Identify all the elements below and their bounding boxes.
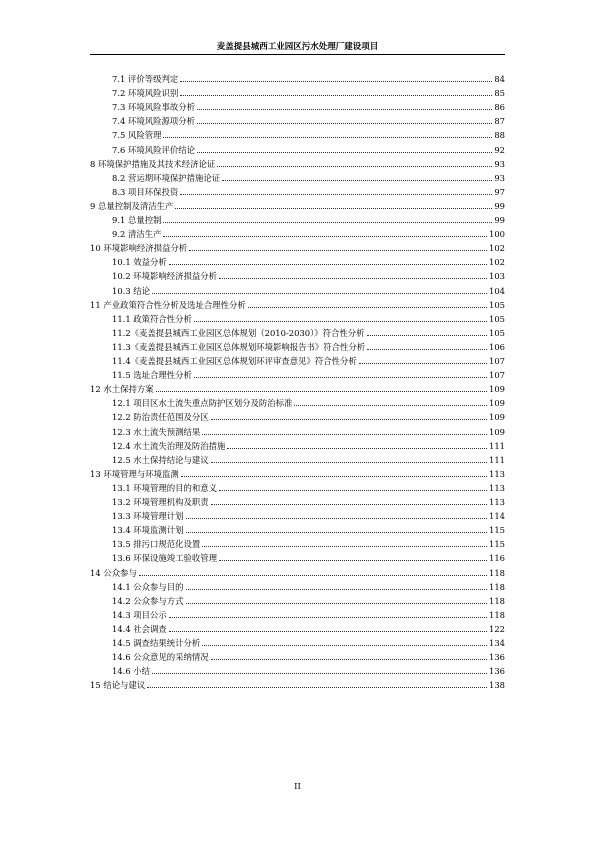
- toc-entry[interactable]: [90, 155, 505, 169]
- toc-entry-title: 14.2 公众参与方式: [112, 595, 184, 606]
- toc-entry-title: 13.3 环境管理计划: [112, 511, 184, 522]
- toc-leader-dots: [186, 532, 487, 533]
- toc-entry-page: 115: [489, 525, 505, 536]
- toc-leader-dots: [163, 236, 487, 237]
- toc-entry-page: 116: [489, 553, 505, 564]
- toc-entry-page: 136: [489, 666, 505, 677]
- toc-entry[interactable]: [112, 451, 505, 465]
- toc-leader-dots: [180, 81, 492, 82]
- toc-entry-title: 11.2《麦盖提县城西工业园区总体规划（2010-2030）》符合性分析: [112, 327, 365, 338]
- toc-entry-page: 118: [489, 581, 505, 592]
- toc-entry[interactable]: [112, 648, 505, 662]
- toc-entry-page: 99: [494, 215, 505, 225]
- toc-entry-title: 9 总量控制及清洁生产: [90, 200, 174, 211]
- toc-entry[interactable]: [112, 606, 505, 620]
- toc-entry[interactable]: [112, 620, 505, 634]
- toc-entry[interactable]: [112, 437, 505, 451]
- page-number: II: [294, 782, 301, 792]
- toc-entry[interactable]: [112, 634, 505, 648]
- toc-entry[interactable]: [90, 296, 505, 310]
- toc-entry-page: 87: [494, 116, 505, 127]
- toc-entry[interactable]: [112, 662, 505, 676]
- toc-entry-page: 103: [489, 271, 505, 282]
- toc-leader-dots: [219, 278, 487, 279]
- toc-entry[interactable]: [90, 380, 505, 394]
- toc-entry[interactable]: [90, 676, 505, 690]
- toc-entry-page: 97: [494, 186, 505, 197]
- toc-entry-title: 10.1 效益分析: [112, 257, 167, 268]
- toc-entry-title: 7.4 环境风险源项分析: [112, 116, 195, 127]
- toc-leader-dots: [367, 335, 487, 336]
- toc-leader-dots: [147, 687, 487, 688]
- toc-leader-dots: [152, 293, 487, 294]
- toc-entry-page: 107: [489, 356, 505, 366]
- toc-leader-dots: [217, 166, 492, 167]
- toc-entry-title: 15 结论与建议: [90, 680, 146, 691]
- toc-entry[interactable]: [112, 98, 505, 112]
- toc-entry[interactable]: [112, 521, 505, 535]
- toc-entry-title: 7.5 风险管理: [112, 130, 162, 141]
- toc-entry[interactable]: [112, 338, 505, 352]
- toc-leader-dots: [194, 377, 487, 378]
- toc-entry[interactable]: [90, 564, 505, 578]
- toc-leader-dots: [186, 518, 487, 519]
- toc-leader-dots: [219, 490, 487, 491]
- toc-entry-title: 7.1 评价等级判定: [112, 74, 179, 84]
- toc-entry[interactable]: [112, 84, 505, 98]
- toc-entry-page: 92: [494, 144, 505, 155]
- toc-entry-title: 7.2 环境风险识别: [112, 88, 179, 99]
- toc-leader-dots: [248, 307, 487, 308]
- toc-entry[interactable]: [112, 169, 505, 183]
- toc-entry-title: 13.1 环境管理的目的和意义: [112, 482, 218, 493]
- toc-entry-page: 122: [489, 623, 505, 634]
- toc-entry-title: 8.3 项目环保投资: [112, 186, 179, 197]
- toc-leader-dots: [227, 448, 487, 449]
- toc-leader-dots: [202, 546, 487, 547]
- toc-entry-title: 13 环境管理与环境监测: [90, 468, 179, 479]
- page-header: 麦盖提县城西工业园区污水处理厂建设项目: [216, 42, 379, 52]
- toc-entry[interactable]: [112, 578, 505, 592]
- toc-entry[interactable]: [112, 394, 505, 408]
- toc-entry-page: 102: [489, 257, 505, 268]
- toc-entry-title: 12.4 水土流失治理及防治措施: [112, 440, 226, 451]
- toc-entry-title: 13.4 环境监测计划: [112, 525, 184, 536]
- toc-entry-page: 109: [489, 426, 505, 437]
- toc-leader-dots: [197, 109, 492, 110]
- toc-entry-page: 99: [494, 200, 505, 211]
- toc-entry[interactable]: [112, 282, 505, 296]
- toc-entry-page: 113: [489, 482, 505, 493]
- toc-entry-page: 93: [494, 172, 505, 183]
- toc-entry-page: 107: [489, 370, 505, 381]
- toc-leader-dots: [197, 152, 492, 153]
- toc-entry[interactable]: [112, 324, 505, 338]
- toc-entry-page: 109: [489, 384, 505, 395]
- toc-entry-page: 86: [494, 102, 505, 113]
- toc-entry[interactable]: [112, 408, 505, 422]
- toc-entry[interactable]: [112, 126, 505, 140]
- toc-leader-dots: [194, 321, 487, 322]
- toc-leader-dots: [169, 264, 487, 265]
- toc-leader-dots: [211, 504, 487, 505]
- toc-leader-dots: [180, 95, 492, 96]
- toc-entry[interactable]: [112, 225, 505, 239]
- toc-entry[interactable]: [112, 493, 505, 507]
- toc-leader-dots: [211, 462, 487, 463]
- toc-entry-title: 14 公众参与: [90, 567, 137, 578]
- toc-entry-title: 12.1 项目区水土流失重点防护区划分及防治标准: [112, 398, 293, 409]
- toc-entry-page: 113: [489, 497, 505, 507]
- toc-entry[interactable]: [112, 211, 505, 225]
- header-rule: [90, 54, 505, 55]
- toc-leader-dots: [202, 645, 487, 646]
- toc-leader-dots: [359, 363, 487, 364]
- toc-entry-page: 105: [489, 327, 505, 338]
- toc-entry-title: 10.3 结论: [112, 285, 151, 296]
- toc-entry-page: 85: [494, 88, 505, 99]
- toc-leader-dots: [197, 123, 492, 124]
- toc-entry[interactable]: [112, 352, 505, 366]
- toc-entry-title: 14.6 公众意见的采纳情况: [112, 652, 209, 663]
- toc-entry-page: 114: [489, 511, 505, 522]
- toc-entry-title: 11.5 选址合理性分析: [112, 370, 192, 381]
- toc-entry-page: 136: [489, 652, 505, 663]
- toc-entry-title: 14.1 公众参与目的: [112, 581, 184, 592]
- toc-entry-page: 118: [489, 595, 505, 606]
- toc-entry-title: 11.4《麦盖提县城西工业园区总体规划环评审查意见》符合性分析: [112, 356, 357, 366]
- toc-entry[interactable]: [112, 112, 505, 126]
- toc-entry-page: 111: [489, 454, 505, 465]
- toc-entry[interactable]: [112, 183, 505, 197]
- toc-leader-dots: [152, 673, 487, 674]
- toc-entry-page: 118: [489, 609, 505, 620]
- toc-entry[interactable]: [90, 465, 505, 479]
- toc-leader-dots: [211, 659, 487, 660]
- toc-entry-page: 106: [489, 341, 505, 352]
- toc-leader-dots: [180, 194, 492, 195]
- toc-entry-title: 10.2 环境影响经济损益分析: [112, 271, 218, 282]
- toc-leader-dots: [175, 208, 492, 209]
- toc-leader-dots: [163, 222, 492, 223]
- toc-entry-title: 9.1 总量控制: [112, 215, 162, 225]
- toc-entry-page: 113: [489, 468, 505, 479]
- toc-entry-page: 109: [489, 412, 505, 423]
- toc-leader-dots: [163, 137, 492, 138]
- toc-entry[interactable]: [112, 479, 505, 493]
- toc-leader-dots: [139, 575, 487, 576]
- toc-entry-title: 7.6 环境风险评价结论: [112, 144, 195, 155]
- toc-entry-page: 84: [494, 74, 505, 84]
- toc-entry-title: 8 环境保护措施及其技术经济论证: [90, 158, 216, 169]
- toc-leader-dots: [294, 405, 487, 406]
- toc-leader-dots: [181, 476, 487, 477]
- toc-entry[interactable]: [112, 592, 505, 606]
- toc-entry-title: 11.1 政策符合性分析: [112, 313, 192, 324]
- toc-entry-title: 14.6 小结: [112, 666, 151, 677]
- toc-entry[interactable]: [112, 549, 505, 563]
- toc-entry-title: 13.5 排污口规范化设置: [112, 539, 201, 550]
- toc-entry-page: 138: [489, 680, 505, 691]
- toc-leader-dots: [211, 419, 487, 420]
- toc-entry-page: 134: [489, 638, 505, 648]
- toc-leader-dots: [186, 603, 487, 604]
- toc-entry-page: 104: [489, 285, 505, 296]
- toc-leader-dots: [186, 589, 487, 590]
- toc-entry-title: 11 产业政策符合性分析及选址合理性分析: [90, 299, 246, 310]
- toc-entry-page: 100: [489, 229, 505, 240]
- toc-entry[interactable]: [112, 141, 505, 155]
- toc-entry-page: 105: [489, 313, 505, 324]
- toc-entry[interactable]: [112, 267, 505, 281]
- toc-entry-title: 13.6 环保设施竣工验收管理: [112, 553, 218, 564]
- toc-entry-title: 12 水土保持方案: [90, 384, 154, 395]
- toc-entry-page: 105: [489, 299, 505, 310]
- toc-entry-title: 14.5 调查结果统计分析: [112, 638, 201, 648]
- toc-entry-title: 12.2 防治责任范围及分区: [112, 412, 209, 423]
- toc-entry-title: 12.3 水土流失预测结果: [112, 426, 201, 437]
- toc-entry-title: 13.2 环境管理机构及职责: [112, 497, 209, 507]
- toc-leader-dots: [169, 631, 487, 632]
- toc-leader-dots: [367, 349, 487, 350]
- toc-entry[interactable]: [112, 310, 505, 324]
- toc-entry-title: 9.2 清洁生产: [112, 229, 162, 240]
- toc-entry[interactable]: [112, 253, 505, 267]
- toc-leader-dots: [169, 617, 487, 618]
- toc-entry[interactable]: [112, 423, 505, 437]
- toc-entry[interactable]: [112, 70, 505, 84]
- toc-entry-page: 118: [489, 567, 505, 578]
- toc-entry-page: 102: [489, 243, 505, 254]
- toc-leader-dots: [202, 434, 487, 435]
- toc-entry-title: 14.3 项目公示: [112, 609, 167, 620]
- toc-entry[interactable]: [112, 535, 505, 549]
- toc-entry[interactable]: [112, 507, 505, 521]
- toc-entry-page: 115: [489, 539, 505, 550]
- toc-entry[interactable]: [112, 366, 505, 380]
- toc-entry-page: 109: [489, 398, 505, 409]
- toc-entry-page: 93: [494, 158, 505, 169]
- toc-entry-page: 111: [489, 440, 505, 451]
- toc-entry-title: 8.2 营运期环境保护措施论证: [112, 172, 221, 183]
- toc-entry-title: 11.3《麦盖提县城西工业园区总体规划环境影响报告书》符合性分析: [112, 341, 366, 352]
- toc-entry-title: 14.4 社会调查: [112, 623, 167, 634]
- toc-entry-title: 12.5 水土保持结论与建议: [112, 454, 209, 465]
- toc-entry-title: 10 环境影响经济损益分析: [90, 243, 188, 254]
- toc-leader-dots: [189, 250, 487, 251]
- toc-entry[interactable]: [90, 197, 505, 211]
- toc-leader-dots: [222, 180, 492, 181]
- toc-entry-title: 7.3 环境风险事故分析: [112, 102, 195, 113]
- toc-entry[interactable]: [90, 239, 505, 253]
- toc-entry-page: 88: [494, 130, 505, 141]
- toc-leader-dots: [219, 560, 487, 561]
- toc-leader-dots: [156, 391, 487, 392]
